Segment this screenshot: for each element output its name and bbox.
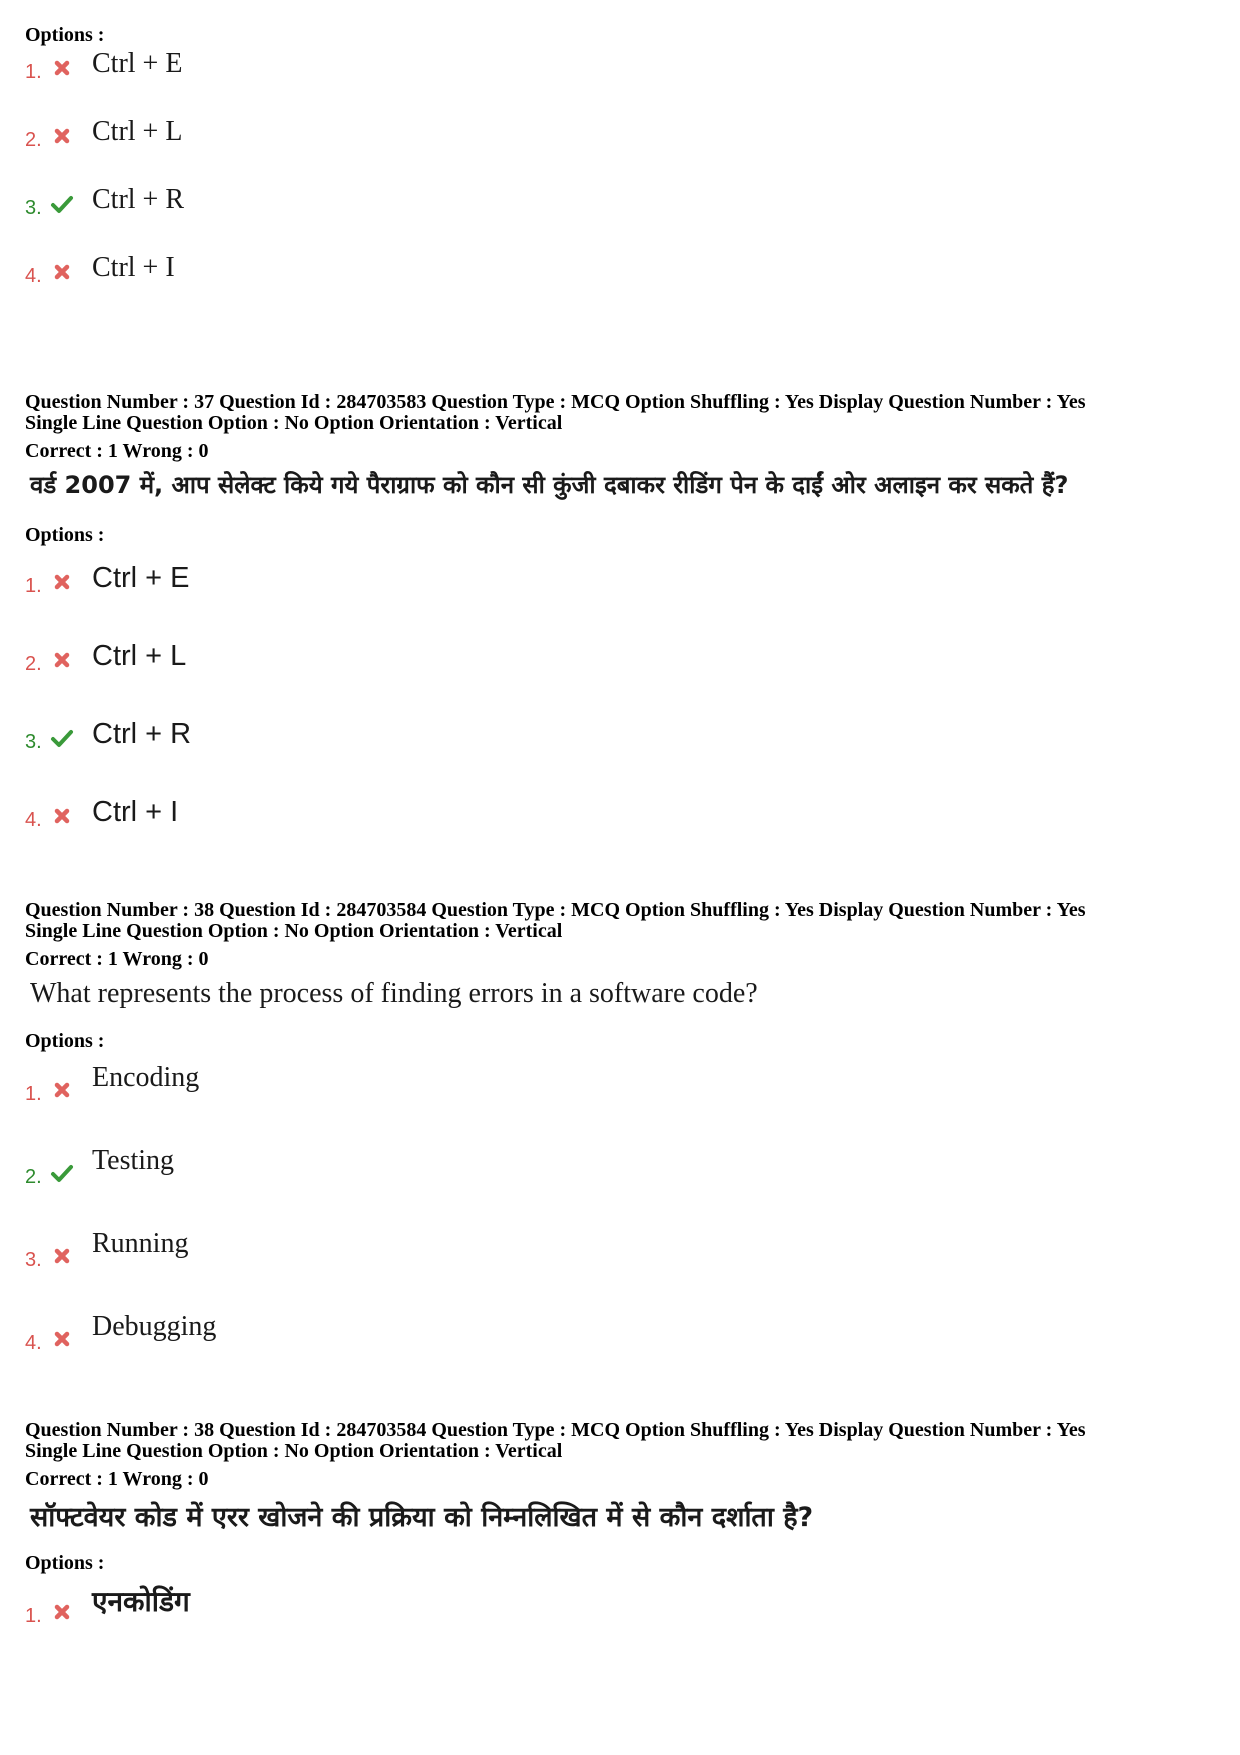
option-number: 2. <box>25 653 42 675</box>
option-text: Testing <box>92 1145 175 1176</box>
option-number: 4. <box>25 809 42 831</box>
option-item <box>25 246 625 286</box>
option-number: 2. <box>25 1166 42 1188</box>
options-label: Options : <box>25 1552 105 1574</box>
question-marks: Correct : 1 Wrong : 0 <box>25 440 209 462</box>
option-number: 3. <box>25 197 42 219</box>
option-number: 1. <box>25 575 42 597</box>
cross-icon <box>50 1079 74 1101</box>
cross-icon <box>50 1328 74 1350</box>
options-label: Options : <box>25 24 105 46</box>
question-meta-line2: Single Line Question Option : No Option Orientation : Vertical <box>25 920 563 942</box>
option-item <box>25 556 625 596</box>
cross-icon <box>50 571 74 593</box>
option-text: Debugging <box>92 1311 217 1342</box>
cross-icon <box>50 805 74 827</box>
option-item <box>25 712 625 752</box>
option-text: Ctrl + E <box>92 48 183 79</box>
option-item <box>25 634 625 674</box>
question-marks: Correct : 1 Wrong : 0 <box>25 1468 209 1490</box>
option-text: Ctrl + I <box>92 252 175 283</box>
option-item <box>25 1064 625 1104</box>
option-text: Ctrl + E <box>92 562 190 594</box>
option-text: Ctrl + I <box>92 796 179 828</box>
question-meta: Question Number : 38 Question Id : 284703584 Question Type : MCQ Option Shuffling : Yes Display Question Number : Yes <box>25 899 1086 921</box>
cross-icon <box>50 649 74 671</box>
option-text: Encoding <box>92 1062 200 1093</box>
option-item <box>25 1586 625 1626</box>
cross-icon <box>50 1601 74 1623</box>
option-item <box>25 1147 625 1187</box>
option-number: 4. <box>25 265 42 287</box>
option-text: Ctrl + L <box>92 640 187 672</box>
option-item <box>25 42 625 82</box>
check-icon <box>50 1162 74 1184</box>
option-number: 1. <box>25 1083 42 1105</box>
question-text: सॉफ्टवेयर कोड में एरर खोजने की प्रक्रिया को निम्नलिखित में से कौन दर्शाता है? <box>30 1502 814 1533</box>
cross-icon <box>50 1245 74 1267</box>
option-item <box>25 1313 625 1353</box>
option-item <box>25 178 625 218</box>
option-item <box>25 790 625 830</box>
option-text: एनकोडिंग <box>92 1585 190 1618</box>
question-text: वर्ड 2007 में, आप सेलेक्ट किये गये पैराग्राफ को कौन सी कुंजी दबाकर रीडिंग पेन के दाईं ओर अलाइन कर सकते हैं? <box>30 471 1069 499</box>
option-text: Ctrl + R <box>92 184 185 215</box>
question-meta-line2: Single Line Question Option : No Option Orientation : Vertical <box>25 412 563 434</box>
option-text: Running <box>92 1228 189 1259</box>
option-number: 1. <box>25 61 42 83</box>
option-item <box>25 110 625 150</box>
question-meta: Question Number : 37 Question Id : 284703583 Question Type : MCQ Option Shuffling : Yes Display Question Number : Yes <box>25 391 1086 413</box>
option-text: Ctrl + R <box>92 718 192 750</box>
question-meta: Question Number : 38 Question Id : 284703584 Question Type : MCQ Option Shuffling : Yes Display Question Number : Yes <box>25 1419 1086 1441</box>
question-meta-line2: Single Line Question Option : No Option Orientation : Vertical <box>25 1440 563 1462</box>
option-number: 3. <box>25 731 42 753</box>
check-icon <box>50 727 74 749</box>
cross-icon <box>50 261 74 283</box>
option-number: 3. <box>25 1249 42 1271</box>
option-text: Ctrl + L <box>92 116 183 147</box>
cross-icon <box>50 125 74 147</box>
option-number: 2. <box>25 129 42 151</box>
option-number: 4. <box>25 1332 42 1354</box>
option-item <box>25 1230 625 1270</box>
check-icon <box>50 193 74 215</box>
question-marks: Correct : 1 Wrong : 0 <box>25 948 209 970</box>
options-label: Options : <box>25 524 105 546</box>
option-number: 1. <box>25 1605 42 1627</box>
cross-icon <box>50 57 74 79</box>
options-label: Options : <box>25 1030 105 1052</box>
question-text: What represents the process of finding errors in a software code? <box>30 978 758 1009</box>
